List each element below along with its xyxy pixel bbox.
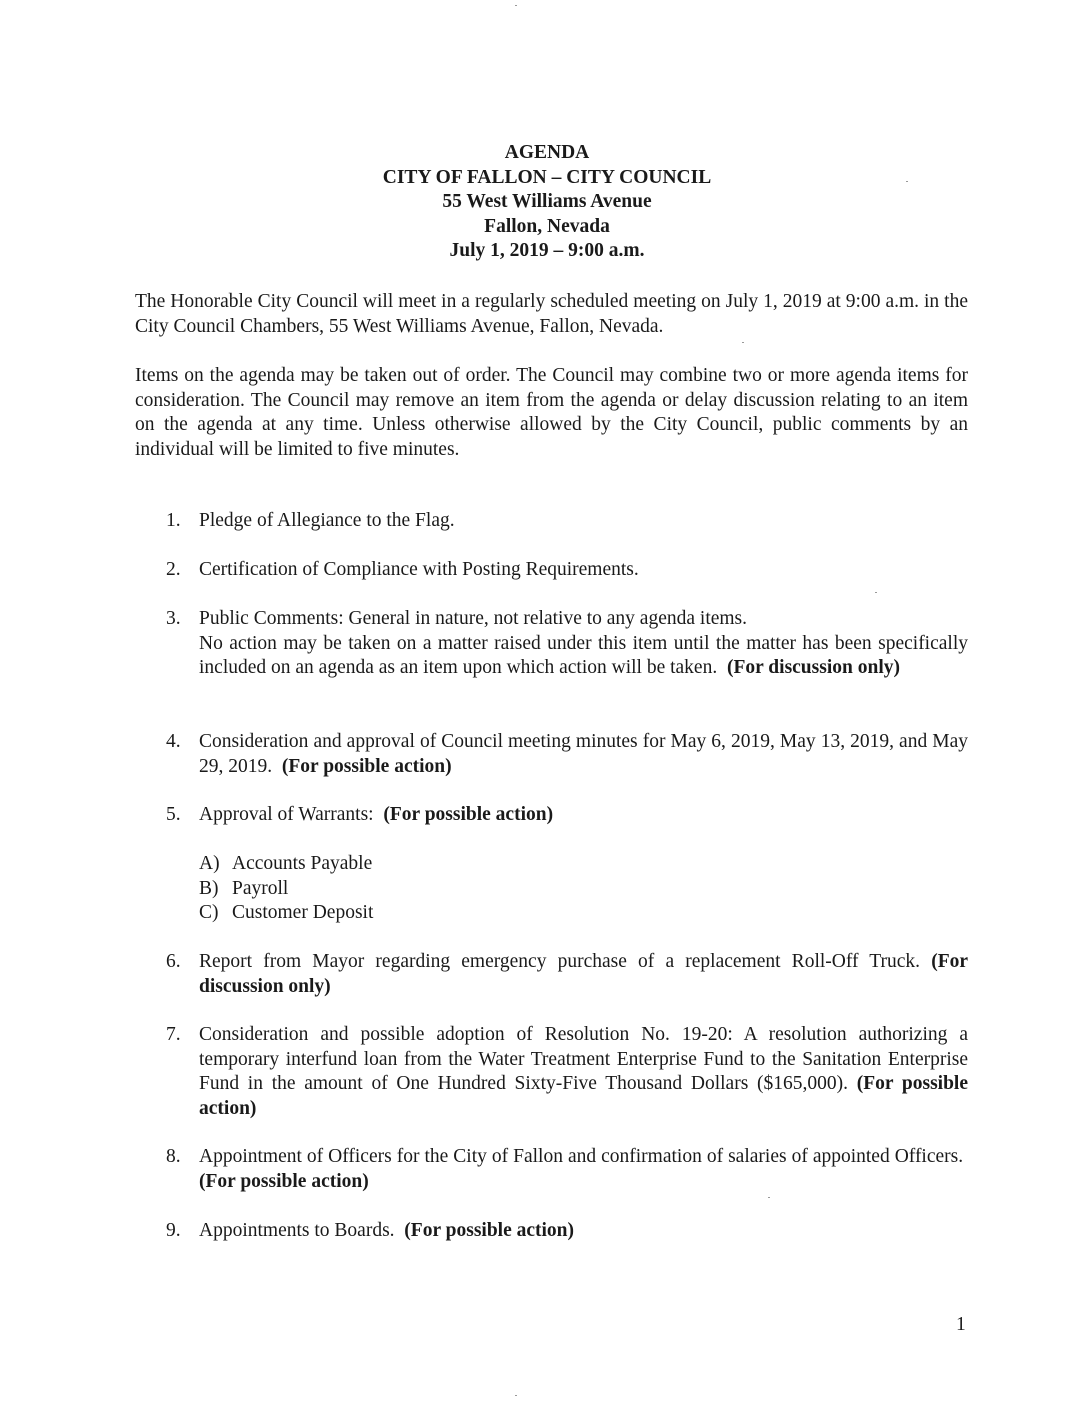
scan-speck — [768, 1197, 770, 1198]
scan-speck — [515, 5, 517, 6]
header-date-time: July 1, 2019 – 9:00 a.m. — [449, 240, 645, 261]
agenda-item-9 — [166, 1219, 968, 1244]
item-action-label: (For possible action) — [199, 1170, 369, 1192]
header-city: Fallon, Nevada — [484, 215, 610, 237]
item-text: Consideration and possible adoption of Resolution No. 19-20: A resolution authorizing a temporary interfund loan from the Water Treatment Enterprise Fund to the Sanitation Enterprise Fund in the amount of One Hundred Sixty-Five Thousand Dollars ($165,000). — [199, 1024, 968, 1094]
item-action-label: (For possible action) — [383, 804, 554, 825]
item-number: 6. — [166, 951, 181, 972]
scan-speck — [875, 592, 877, 593]
page-number: 1 — [956, 1314, 966, 1335]
scan-speck — [515, 1395, 517, 1396]
item-text: Appointment of Officers for the City of Fallon and confirmation of salaries of appointed Officers. — [199, 1146, 964, 1167]
scan-speck — [742, 342, 744, 343]
intro-paragraph-meeting: The Honorable City Council will meet in a regularly scheduled meeting on July 1, 2019 at 9:00 a.m. in the City Council Chambers, 55 West Williams Avenue, Fallon, Nevada. — [135, 291, 968, 337]
header-title: AGENDA — [504, 142, 590, 163]
intro-paragraph-rules: Items on the agenda may be taken out of order. The Council may combine two or more agenda items for consideration. The Council may remove an item from the agenda or delay discussion relating to an item on the agenda at any time. Unless otherwise allowed by the City Council, public comments by an individual will be limited to five minutes. — [135, 365, 968, 460]
item-number: 4. — [166, 731, 181, 752]
item-action-label: (For possible action) — [199, 1073, 969, 1119]
item-number: 8. — [166, 1146, 181, 1167]
header-address: 55 West Williams Avenue — [442, 191, 652, 212]
warrant-label: Accounts Payable — [232, 853, 373, 874]
item-action-label: (For possible action) — [281, 755, 452, 777]
item-text: Certification of Compliance with Posting Requirements. — [199, 559, 639, 580]
item-number: 1. — [166, 510, 181, 531]
item-text: Report from Mayor regarding emergency purchase of a replacement Roll-Off Truck. — [199, 951, 921, 972]
warrant-letter: A) — [199, 853, 220, 874]
header-organization: CITY OF FALLON – CITY COUNCIL — [382, 166, 712, 188]
warrant-item — [199, 852, 373, 877]
agenda-item-7 — [166, 1023, 968, 1121]
item-number: 9. — [166, 1220, 181, 1241]
agenda-item-2 — [166, 558, 968, 583]
item-action-label: (For discussion only) — [726, 657, 900, 678]
item-text: Consideration and approval of Council meeting minutes for May 6, 2019, May 13, 2019, and May 29, 2019. — [199, 731, 968, 777]
item-number: 2. — [166, 559, 181, 580]
warrant-item — [199, 901, 373, 926]
scan-speck — [906, 181, 908, 182]
item-number: 3. — [166, 608, 181, 629]
warrant-letter: C) — [199, 902, 219, 923]
item-action-label: (For possible action) — [404, 1220, 575, 1241]
warrants-sublist — [199, 852, 373, 926]
agenda-item-4 — [166, 730, 968, 779]
agenda-item-8 — [166, 1145, 968, 1194]
item-number: 5. — [166, 804, 181, 825]
item-text: Pledge of Allegiance to the Flag. — [199, 510, 455, 531]
item-text: Approval of Warrants: — [199, 804, 374, 825]
agenda-item-5 — [166, 803, 968, 828]
item-text: Appointments to Boards. — [199, 1220, 395, 1241]
warrant-letter: B) — [199, 877, 219, 899]
agenda-header — [0, 141, 1084, 264]
warrant-label: Customer Deposit — [232, 902, 374, 923]
agenda-item-6 — [166, 950, 968, 999]
warrant-item — [199, 877, 373, 902]
item-action-label: (For discussion only) — [199, 951, 969, 997]
item-text: Public Comments: General in nature, not relative to any agenda items. — [199, 608, 748, 629]
warrant-label: Payroll — [232, 877, 289, 899]
agenda-item-1 — [166, 509, 968, 534]
item-number: 7. — [166, 1024, 181, 1045]
agenda-item-3 — [166, 607, 968, 681]
item-text-detail: No action may be taken on a matter raised under this item until the matter has been specifically included on an agenda as an item upon which action will be taken. — [199, 632, 968, 678]
